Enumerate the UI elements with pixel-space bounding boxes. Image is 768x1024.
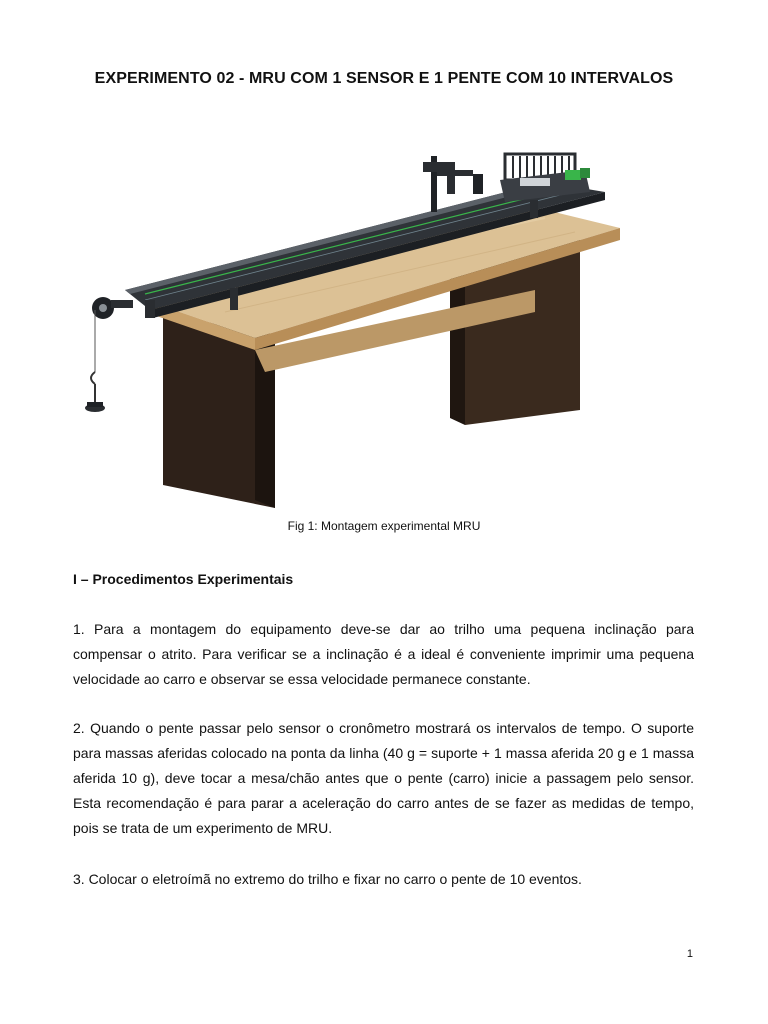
paragraph-2: 2. Quando o pente passar pelo sensor o cronômetro mostrará os intervalos de tempo. O suporte para massas aferidas colocado na ponta da linha (40 g = suporte + 1 massa aferida 20 g e 1 massa aferida 10 g), deve tocar a mesa/chão antes que o pente (carro) inicie a passagem pelo sensor. Esta recomendação é para parar a aceleração do carro antes de se fazer as medidas de tempo, pois se trata de um experimento de MRU. [73, 720, 694, 836]
air-track-table-illustration [75, 140, 623, 508]
figure-caption: Fig 1: Montagem experimental MRU [287, 519, 481, 533]
document-title: EXPERIMENTO 02 - MRU COM 1 SENSOR E 1 PENTE COM 10 INTERVALOS [94, 70, 674, 87]
figure-experimental-setup [75, 140, 623, 508]
pulley-and-hanging-mass [85, 297, 133, 412]
paragraph-1: 1. Para a montagem do equipamento deve-se dar ao trilho uma pequena inclinação para compensar o atrito. Para verificar se a inclinação é a ideal é conveniente imprimir uma pequena velocidade ao carro e observar se essa velocidade permanece constante. [73, 621, 694, 687]
page-number: 1 [686, 948, 693, 960]
section-heading: I – Procedimentos Experimentais [73, 571, 294, 587]
paragraph-3: 3. Colocar o eletroímã no extremo do trilho e fixar no carro o pente de 10 eventos. [73, 871, 582, 887]
